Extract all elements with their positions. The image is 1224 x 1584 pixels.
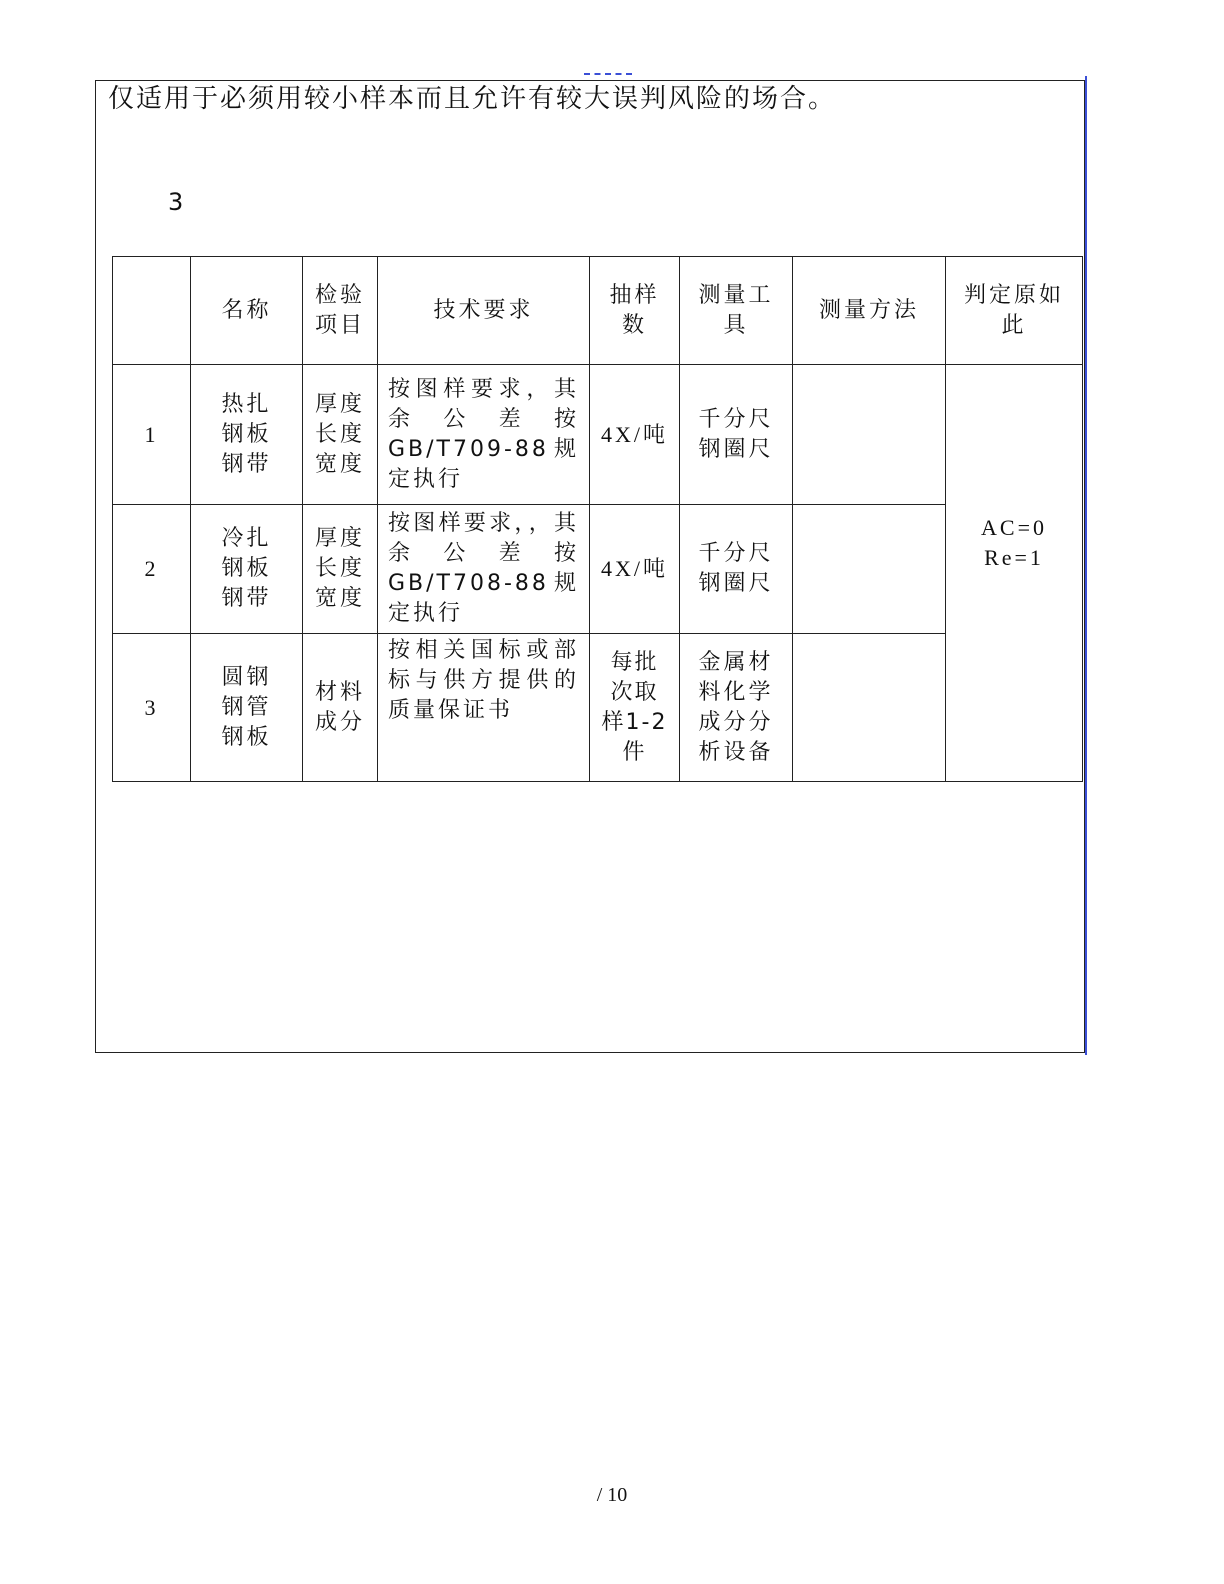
page-number: / 10	[596, 1484, 628, 1506]
tech-requirement: 按相关国标或部标与供方提供的质量保证书	[378, 634, 590, 782]
header-cell-items: 检验项目	[303, 257, 378, 365]
header-cell-tools: 测量工具	[680, 257, 793, 365]
header-cell-method: 测量方法	[793, 257, 946, 365]
intro-text: 仅适用于必须用较小样本而且允许有较大误判风险的场合。	[108, 84, 837, 114]
material-name: 圆钢 钢管 钢板	[191, 634, 303, 782]
sampling-count: 4X/吨	[590, 505, 680, 634]
header-cell-name: 名称	[191, 257, 303, 365]
row-number: 2	[113, 505, 191, 634]
sampling-count: 每批次取样1-2件	[590, 634, 680, 782]
row-number: 3	[113, 634, 191, 782]
tech-requirement: 按图样要求，，其余公差按GB/T708-88规定执行	[378, 505, 590, 634]
header-cell-index	[113, 257, 191, 365]
measuring-method	[793, 365, 946, 505]
inspection-table	[112, 256, 1083, 782]
judgement-criteria: AC=0 Re=1	[946, 365, 1083, 782]
header-cell-tech: 技术要求	[378, 257, 590, 365]
inspection-items: 厚度 长度 宽度	[303, 505, 378, 634]
measuring-method	[793, 634, 946, 782]
header-row	[113, 257, 1083, 365]
measuring-tools: 金属材 料化学 成分分 析设备	[680, 634, 793, 782]
header-cell-sampling: 抽样数	[590, 257, 680, 365]
header-cell-judgement: 判定原如此	[946, 257, 1083, 365]
table-row	[113, 634, 1083, 782]
table-row	[113, 365, 1083, 505]
measuring-tools: 千分尺 钢圈尺	[680, 365, 793, 505]
tech-requirement: 按图样要求，其余公差按GB/T709-88规定执行	[378, 365, 590, 505]
revision-mark	[584, 73, 632, 75]
section-number: 3	[168, 188, 184, 216]
frame-margin-line	[1085, 76, 1087, 1055]
material-name: 热扎 钢板 钢带	[191, 365, 303, 505]
row-number: 1	[113, 365, 191, 505]
inspection-items: 材料 成分	[303, 634, 378, 782]
measuring-method	[793, 505, 946, 634]
material-name: 冷扎 钢板 钢带	[191, 505, 303, 634]
inspection-items: 厚度 长度 宽度	[303, 365, 378, 505]
table-row	[113, 505, 1083, 634]
measuring-tools: 千分尺 钢圈尺	[680, 505, 793, 634]
sampling-count: 4X/吨	[590, 365, 680, 505]
